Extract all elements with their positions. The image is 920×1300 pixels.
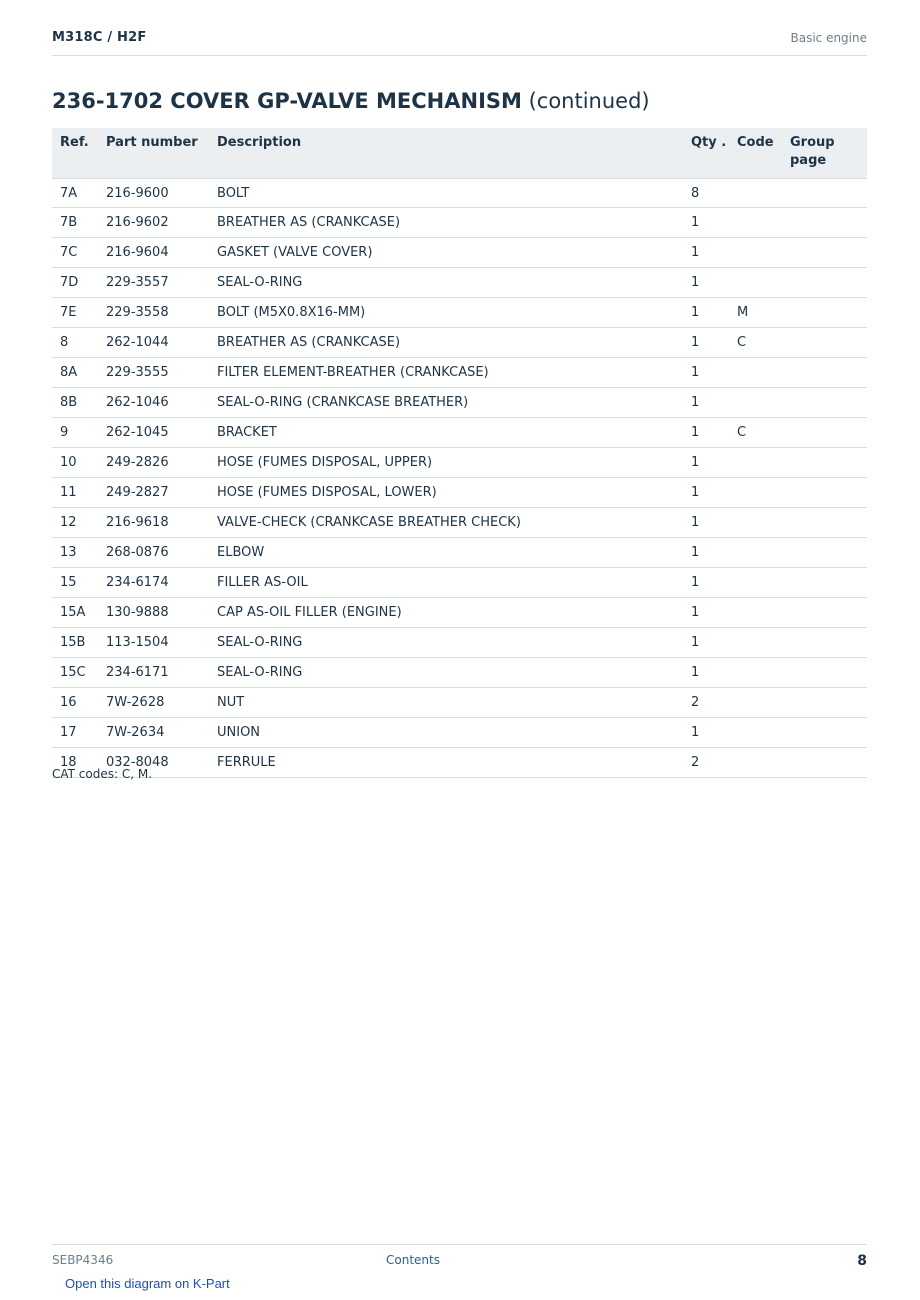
cell-part-number: 7W-2628 [98, 688, 209, 718]
cell-ref: 10 [52, 448, 98, 478]
cell-ref: 17 [52, 718, 98, 748]
cell-code [729, 538, 782, 568]
cell-group-page [782, 328, 867, 358]
page-header [52, 28, 867, 56]
table-row [52, 208, 867, 238]
cell-code [729, 628, 782, 658]
cell-part-number: 113-1504 [98, 628, 209, 658]
table-row [52, 179, 867, 208]
table-row [52, 748, 867, 778]
cell-code [729, 568, 782, 598]
cell-qty: 2 [683, 688, 729, 718]
cell-ref: 13 [52, 538, 98, 568]
cell-ref: 7D [52, 268, 98, 298]
cat-codes-note: CAT codes: C, M. [52, 767, 153, 781]
cell-part-number: 216-9602 [98, 208, 209, 238]
cell-part-number: 216-9604 [98, 238, 209, 268]
cell-group-page [782, 268, 867, 298]
cell-qty: 1 [683, 208, 729, 238]
cell-group-page [782, 238, 867, 268]
page-title [52, 89, 650, 113]
cell-description: BOLT (M5X0.8X16-MM) [209, 298, 683, 328]
cell-part-number: 249-2827 [98, 478, 209, 508]
cell-description: BRACKET [209, 418, 683, 448]
cell-qty: 1 [683, 418, 729, 448]
cell-description: FILLER AS-OIL [209, 568, 683, 598]
cell-qty: 8 [683, 179, 729, 208]
cell-description: FERRULE [209, 748, 683, 778]
cell-qty: 2 [683, 748, 729, 778]
cell-code [729, 268, 782, 298]
cell-code [729, 208, 782, 238]
table-row [52, 568, 867, 598]
cell-qty: 1 [683, 508, 729, 538]
title-main: 236-1702 COVER GP-VALVE MECHANISM [52, 89, 522, 113]
cell-qty: 1 [683, 718, 729, 748]
table-row [52, 358, 867, 388]
cell-part-number: 216-9618 [98, 508, 209, 538]
cell-code [729, 658, 782, 688]
col-code-header: Code [729, 128, 782, 179]
cell-description: HOSE (FUMES DISPOSAL, UPPER) [209, 448, 683, 478]
cell-description: BREATHER AS (CRANKCASE) [209, 328, 683, 358]
cell-description: FILTER ELEMENT-BREATHER (CRANKCASE) [209, 358, 683, 388]
cell-group-page [782, 748, 867, 778]
cell-qty: 1 [683, 238, 729, 268]
table-row [52, 448, 867, 478]
table-row [52, 328, 867, 358]
cell-part-number: 249-2826 [98, 448, 209, 478]
cell-part-number: 234-6174 [98, 568, 209, 598]
cell-part-number: 268-0876 [98, 538, 209, 568]
cell-part-number: 262-1044 [98, 328, 209, 358]
cell-ref: 16 [52, 688, 98, 718]
cell-qty: 1 [683, 478, 729, 508]
col-qty-header: Qty . [683, 128, 729, 179]
page-footer [52, 1244, 867, 1269]
cell-part-number: 130-9888 [98, 598, 209, 628]
table-row [52, 298, 867, 328]
parts-table [52, 128, 867, 778]
table-row [52, 508, 867, 538]
cell-code [729, 358, 782, 388]
cell-code [729, 238, 782, 268]
cell-ref: 7E [52, 298, 98, 328]
cell-code [729, 478, 782, 508]
cell-code [729, 688, 782, 718]
contents-link[interactable]: Contents [386, 1253, 440, 1267]
cell-group-page [782, 598, 867, 628]
table-row [52, 628, 867, 658]
cell-ref: 7A [52, 179, 98, 208]
cell-group-page [782, 179, 867, 208]
col-ref-header: Ref. [52, 128, 98, 179]
cell-ref: 18 [52, 748, 98, 778]
cell-qty: 1 [683, 298, 729, 328]
table-row [52, 688, 867, 718]
cell-ref: 7C [52, 238, 98, 268]
table-row [52, 598, 867, 628]
cell-code [729, 748, 782, 778]
cell-group-page [782, 568, 867, 598]
cell-part-number: 229-3558 [98, 298, 209, 328]
cell-part-number: 229-3555 [98, 358, 209, 388]
cell-group-page [782, 298, 867, 328]
cell-code: C [729, 328, 782, 358]
cell-qty: 1 [683, 328, 729, 358]
document-id: SEBP4346 [52, 1253, 114, 1267]
cell-description: BREATHER AS (CRANKCASE) [209, 208, 683, 238]
cell-description: SEAL-O-RING [209, 268, 683, 298]
cell-ref: 8B [52, 388, 98, 418]
cell-ref: 7B [52, 208, 98, 238]
table-row [52, 658, 867, 688]
table-row [52, 538, 867, 568]
col-description-header: Description [209, 128, 683, 179]
cell-qty: 1 [683, 448, 729, 478]
cell-group-page [782, 658, 867, 688]
col-group-page-header: Group page [782, 128, 867, 179]
cell-part-number: 262-1046 [98, 388, 209, 418]
cell-qty: 1 [683, 628, 729, 658]
cell-code: M [729, 298, 782, 328]
cell-description: BOLT [209, 179, 683, 208]
cell-group-page [782, 388, 867, 418]
cell-code [729, 718, 782, 748]
cell-part-number: 032-8048 [98, 748, 209, 778]
cell-part-number: 216-9600 [98, 179, 209, 208]
table-row [52, 718, 867, 748]
cell-qty: 1 [683, 658, 729, 688]
cell-qty: 1 [683, 598, 729, 628]
cell-ref: 8 [52, 328, 98, 358]
cell-qty: 1 [683, 268, 729, 298]
cell-description: HOSE (FUMES DISPOSAL, LOWER) [209, 478, 683, 508]
cell-ref: 15B [52, 628, 98, 658]
cell-code [729, 508, 782, 538]
cell-group-page [782, 448, 867, 478]
cell-part-number: 229-3557 [98, 268, 209, 298]
cell-ref: 11 [52, 478, 98, 508]
cell-ref: 8A [52, 358, 98, 388]
cell-part-number: 262-1045 [98, 418, 209, 448]
cell-ref: 15A [52, 598, 98, 628]
cell-qty: 1 [683, 568, 729, 598]
cell-ref: 15C [52, 658, 98, 688]
cell-group-page [782, 508, 867, 538]
table-row [52, 268, 867, 298]
cell-group-page [782, 628, 867, 658]
cell-description: NUT [209, 688, 683, 718]
cell-group-page [782, 208, 867, 238]
cell-code: C [729, 418, 782, 448]
cell-code [729, 388, 782, 418]
table-row [52, 418, 867, 448]
cell-description: GASKET (VALVE COVER) [209, 238, 683, 268]
cell-qty: 1 [683, 388, 729, 418]
col-part-number-header: Part number [98, 128, 209, 179]
section-label: Basic engine [790, 31, 867, 45]
cell-ref: 9 [52, 418, 98, 448]
table-row [52, 388, 867, 418]
cell-group-page [782, 418, 867, 448]
cell-code [729, 598, 782, 628]
cell-description: SEAL-O-RING [209, 628, 683, 658]
title-suffix: (continued) [528, 89, 650, 113]
cell-part-number: 234-6171 [98, 658, 209, 688]
table-header-row [52, 128, 867, 179]
cell-group-page [782, 718, 867, 748]
cell-group-page [782, 358, 867, 388]
cell-description: UNION [209, 718, 683, 748]
cell-qty: 1 [683, 358, 729, 388]
page-number: 8 [857, 1253, 867, 1269]
cell-group-page [782, 538, 867, 568]
cell-qty: 1 [683, 538, 729, 568]
cell-description: ELBOW [209, 538, 683, 568]
cell-ref: 15 [52, 568, 98, 598]
cell-group-page [782, 478, 867, 508]
cell-description: SEAL-O-RING [209, 658, 683, 688]
cell-description: VALVE-CHECK (CRANKCASE BREATHER CHECK) [209, 508, 683, 538]
table-row [52, 238, 867, 268]
cell-part-number: 7W-2634 [98, 718, 209, 748]
cell-description: CAP AS-OIL FILLER (ENGINE) [209, 598, 683, 628]
model-label: M318C / H2F [52, 30, 147, 45]
cell-ref: 12 [52, 508, 98, 538]
cell-description: SEAL-O-RING (CRANKCASE BREATHER) [209, 388, 683, 418]
cell-code [729, 179, 782, 208]
cell-group-page [782, 688, 867, 718]
table-row [52, 478, 867, 508]
cell-code [729, 448, 782, 478]
open-kpart-link[interactable]: Open this diagram on K-Part [65, 1276, 230, 1291]
